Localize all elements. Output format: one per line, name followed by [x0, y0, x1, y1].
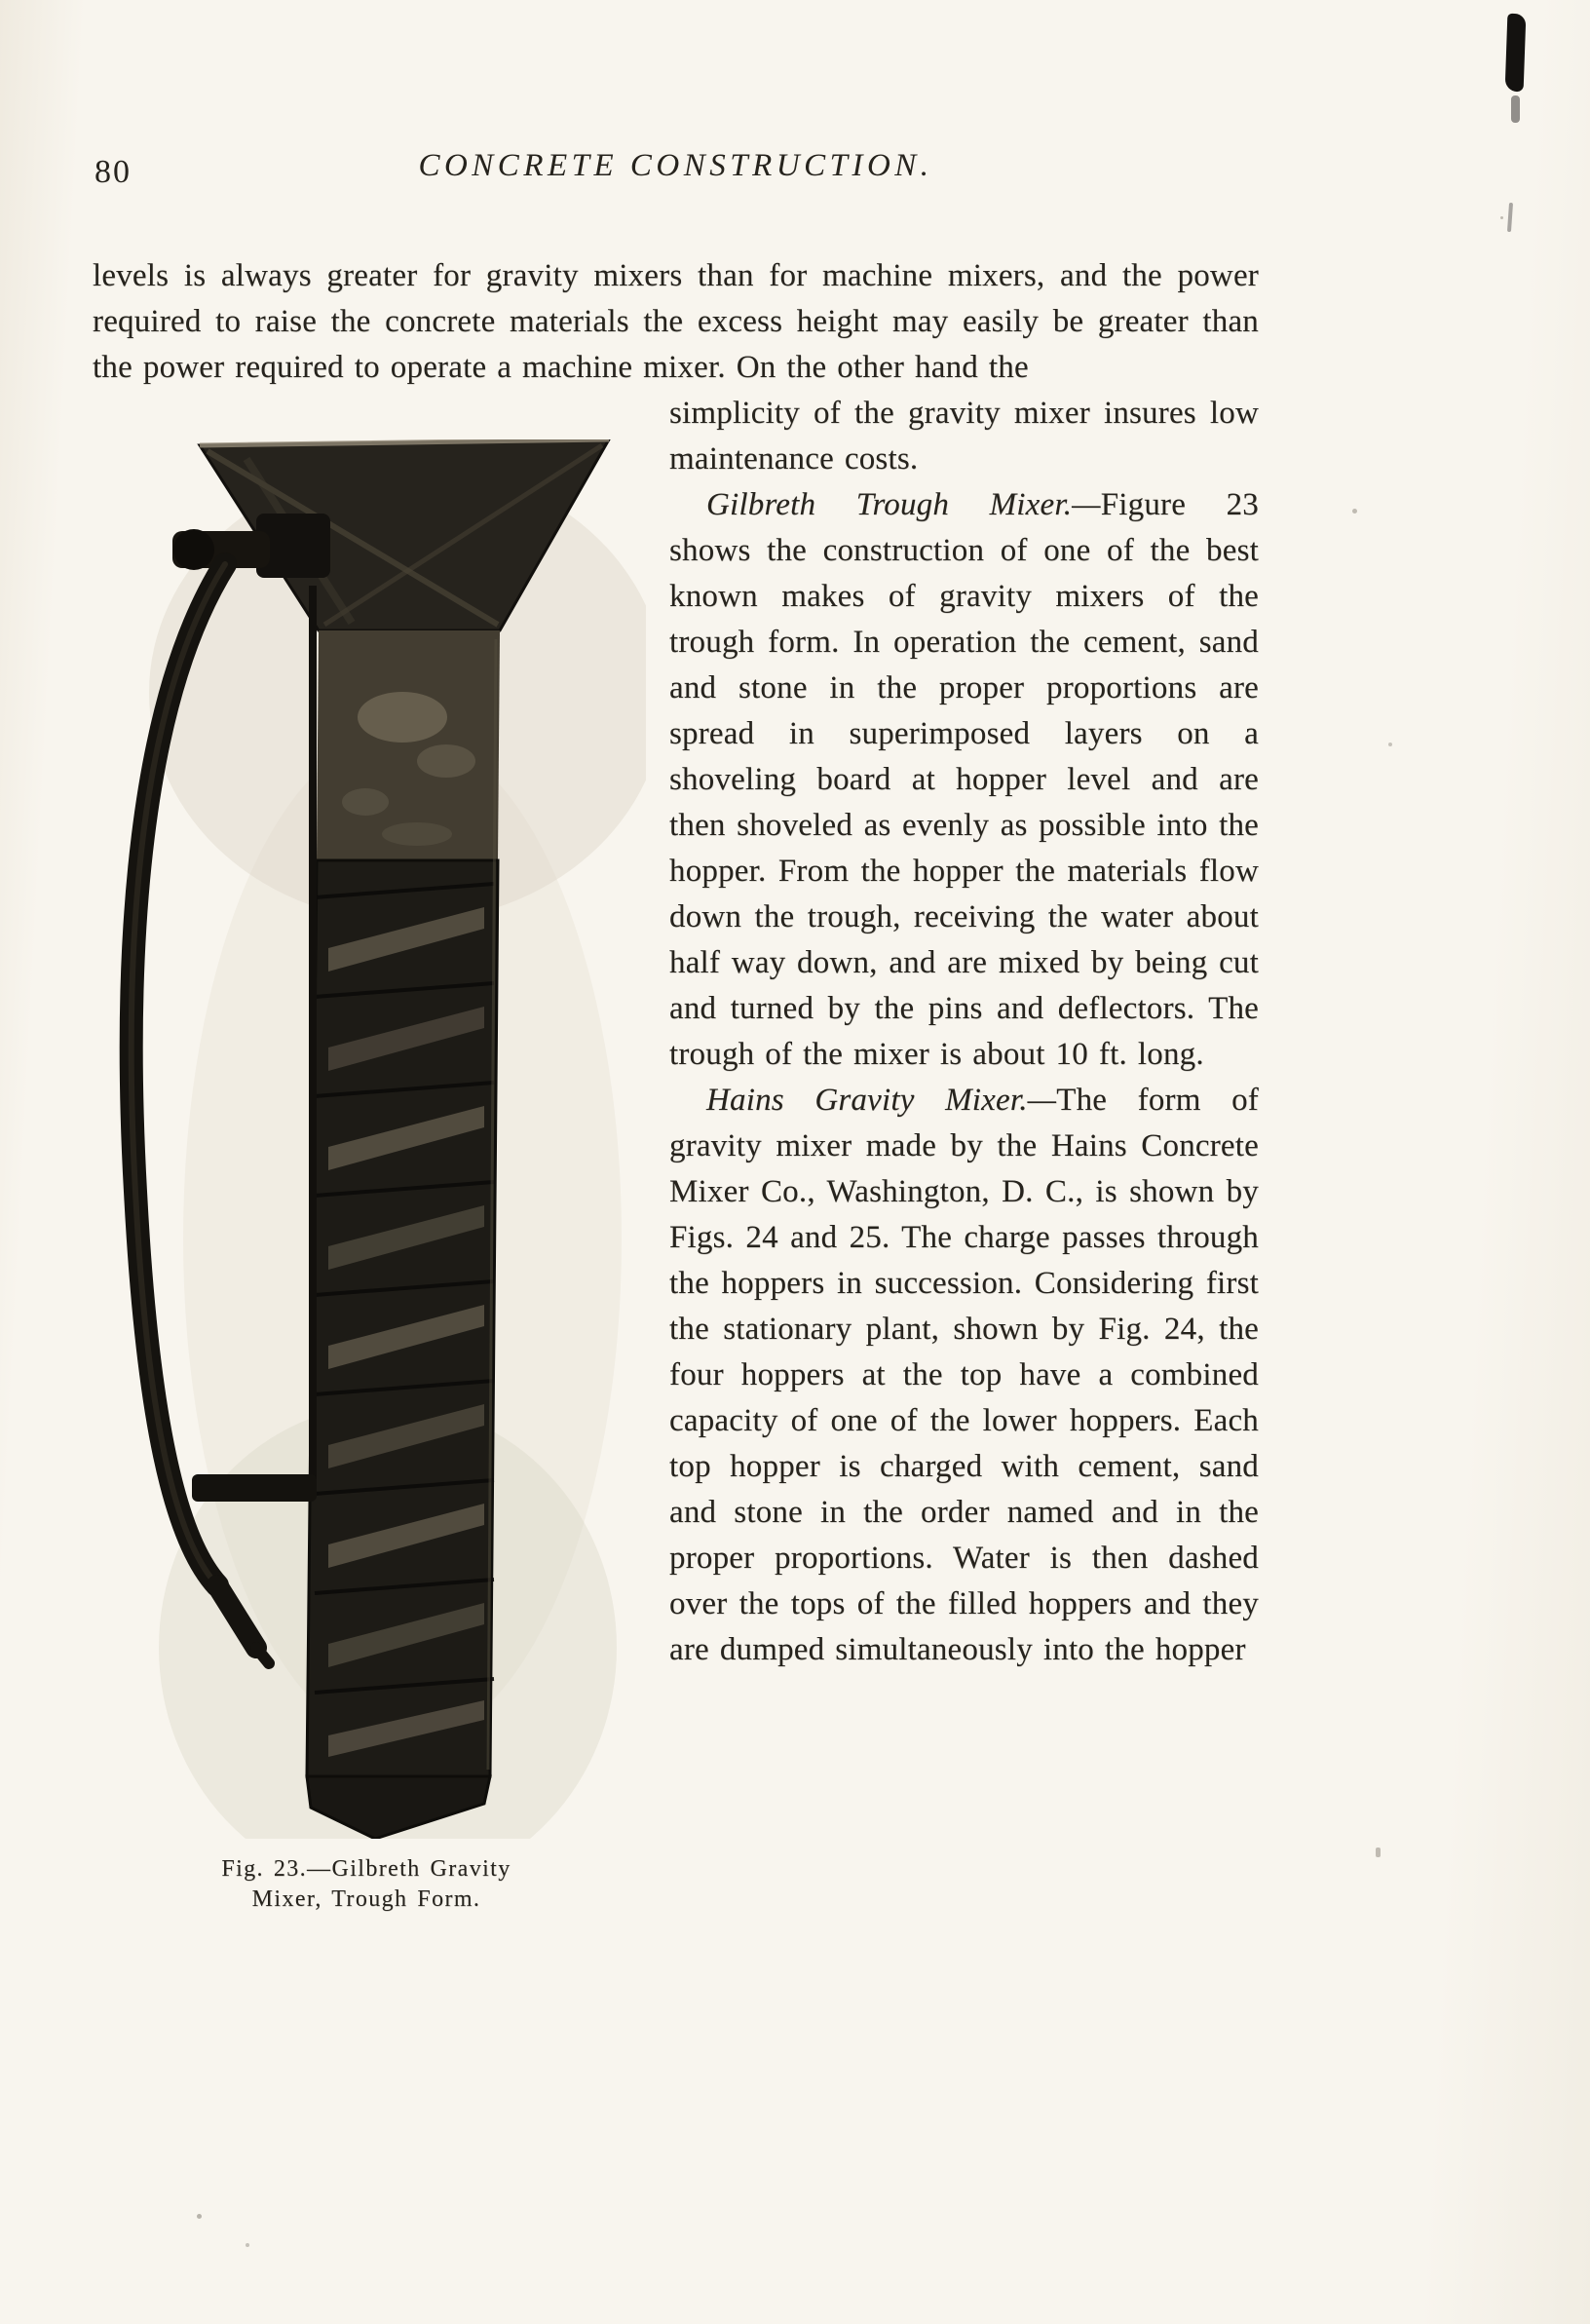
scan-speck: [246, 2243, 249, 2247]
hains-heading: Hains Gravity Mixer.—: [706, 1083, 1057, 1118]
ink-smudge: [1511, 95, 1520, 123]
scan-speck: [1500, 216, 1503, 219]
ink-smudge: [1505, 14, 1527, 93]
text-block: [93, 146, 1259, 1915]
figure-caption: [93, 1854, 640, 1915]
figure-23: [93, 439, 640, 1915]
hains-text: The form of gravity mixer made by the Hains Concrete Mixer Co., Washington, D. C., is shown by Figs. 24 and 25. The charge passes through the hoppers in succession. Considering first the stationary plant, shown by Fig. 24, the four hoppers at the top have a combined capacity of one of the lower hoppers. Each top hopper is charged with cement, sand and stone in the order named and in the proper proportions. Water is then dashed over the tops of the filled hoppers and they are dumped simultaneously into the hopper: [669, 1083, 1259, 1667]
scan-speck: [1388, 743, 1392, 746]
mixer-photo: [110, 439, 646, 1839]
figure-caption-line1: Fig. 23.—Gilbreth Gravity: [221, 1856, 511, 1882]
ink-mark: [1507, 203, 1513, 232]
running-header: CONCRETE CONSTRUCTION.: [418, 148, 933, 183]
paragraph-gravity-vs-machine-continued: simplicity of the gravity mixer insures low maintenance costs.: [669, 396, 1259, 476]
scan-speck: [1352, 509, 1357, 514]
scan-speck: [197, 2214, 202, 2219]
page-number: 80: [95, 154, 132, 190]
gilbreth-heading: Gilbreth Trough Mixer.—: [706, 487, 1101, 522]
masthead: [93, 146, 1259, 199]
figure-caption-line2: Mixer, Trough Form.: [251, 1886, 481, 1912]
body-copy: [93, 253, 1259, 1912]
paragraph-gravity-vs-machine: levels is always greater for gravity mixers than for machine mixers, and the power required to raise the concrete materials the excess height may easily be greater than the power required to operate a machine mixer. On the other hand the: [93, 258, 1259, 385]
gilbreth-text: Figure 23 shows the construction of one of the best known makes of gravity mixers of the trough form. In operation the cement, sand and stone in the proper proportions are spread in superimposed layers on a shoveling board at hopper level and are then shoveled as evenly as possible into the hopper. From the hopper the materials flow down the trough, receiving the water about half way down, and are mixed by being cut and turned by the pins and deflectors. The trough of the mixer is about 10 ft. long.: [669, 487, 1259, 1072]
scan-speck: [1376, 1848, 1381, 1857]
